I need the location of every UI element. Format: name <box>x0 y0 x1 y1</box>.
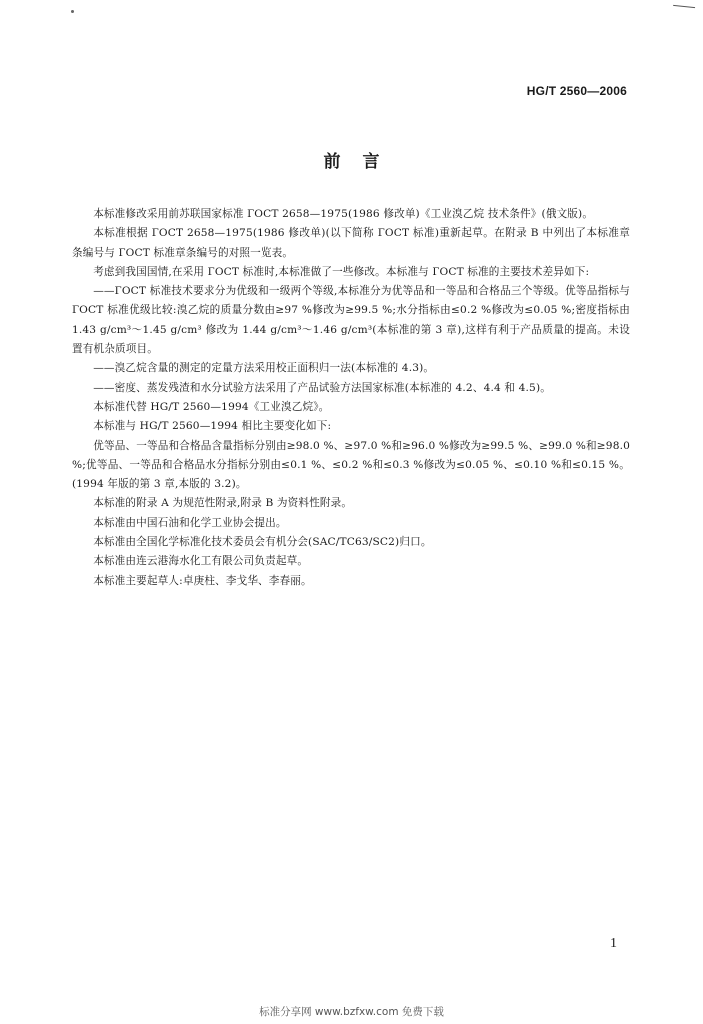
watermark-link[interactable]: 标准分享网 www.bzfxw.com 免费下载 <box>259 1006 444 1018</box>
scan-mark <box>673 5 695 10</box>
paragraph: ——溴乙烷含量的测定的定量方法采用校正面积归一法(本标准的 4.3)。 <box>93 362 435 375</box>
standard-code: HG/T 2560—2006 <box>526 84 627 98</box>
paragraph: 本标准主要起草人:卓庚柱、李戈华、李春丽。 <box>93 574 312 587</box>
paragraph: 考虑到我国国情,在采用 ГОСТ 标准时,本标准做了一些修改。本标准与 ГОСТ 标准的主要技术差异如下: <box>93 265 590 278</box>
page-title: 前言 <box>323 152 402 172</box>
paragraph: 本标准根据 ГОСТ 2658—1975(1986 修改单)(以下简称 ГОСТ 标准)重新起草。在附录 B 中列出了本标准章条编号与 ГОСТ 标准章条编号的对照一览表。 <box>72 227 630 259</box>
paragraph: ——ГОСТ 标准技术要求分为优级和一级两个等级,本标准分为优等品和一等品和合格品三个等级。优等品指标与 ГОСТ 标准优级比较:溴乙烷的质量分数由≥97 %修改为≥99.5 %;水分指标由≤0.2 %修改为≤0.05 %;密度指标由 1.43 g/cm³～1.45 g/cm³ 修改为 1.44 g/cm³～1.46 g/cm³(本标准的第 3 章),这样有利于产品质量的提高。未设置有机杂质项目。 <box>72 285 630 356</box>
paragraph: 本标准代替 HG/T 2560—1994《工业溴乙烷》。 <box>93 400 330 413</box>
scan-speck <box>71 10 74 13</box>
foreword-body <box>72 205 630 591</box>
paragraph: 本标准由中国石油和化学工业协会提出。 <box>93 516 287 529</box>
paragraph: 优等品、一等品和合格品含量指标分别由≥98.0 %、≥97.0 %和≥96.0 %修改为≥99.5 %、≥99.0 %和≥98.0 %;优等品、一等品和合格品水分指标分别由≤0.1 %、≤0.2 %和≤0.3 %修改为≤0.05 %、≤0.10 %和≤0.15 %。(1994 年版的第 3 章,本版的 3.2)。 <box>72 439 630 491</box>
paragraph: 本标准由连云港海水化工有限公司负责起草。 <box>93 555 309 568</box>
paragraph: ——密度、蒸发残渣和水分试验方法采用了产品试验方法国家标准(本标准的 4.2、4.4 和 4.5)。 <box>93 381 551 394</box>
paragraph: 本标准的附录 A 为规范性附录,附录 B 为资料性附录。 <box>93 497 353 510</box>
page-number: 1 <box>610 936 617 951</box>
paragraph: 本标准由全国化学标准化技术委员会有机分会(SAC/TC63/SC2)归口。 <box>93 536 432 549</box>
paragraph: 本标准修改采用前苏联国家标准 ГОСТ 2658—1975(1986 修改单)《工业溴乙烷 技术条件》(俄文版)。 <box>93 208 594 220</box>
paragraph: 本标准与 HG/T 2560—1994 相比主要变化如下: <box>93 420 332 433</box>
